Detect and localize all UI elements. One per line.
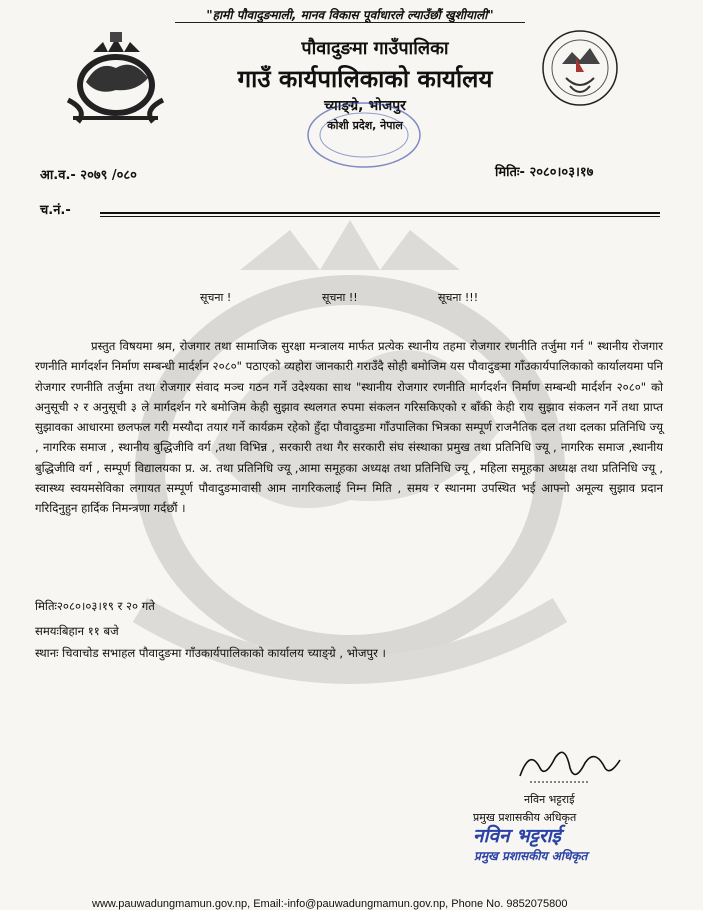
- office-stamp-icon: [305, 100, 423, 170]
- event-date: मितिः२०८०।०३।१९ र २० गते: [35, 599, 155, 613]
- signatory-name: नविन भट्टराई: [524, 793, 575, 806]
- fiscal-year: आ.व.- २०७९ /०८०: [40, 168, 137, 183]
- event-place: स्थानः चिवाचोड सभाहल पौवादुङमा गाँउकार्यपालिकाको कार्यालय च्याङ्ग्रे , भोजपुर ।: [35, 646, 386, 660]
- signature-icon: [510, 738, 630, 788]
- letter-date: मितिः- २०८०।०३।१७: [495, 165, 594, 180]
- slogan-underline: [175, 22, 525, 23]
- notice-paragraph: प्रस्तुत विषयमा श्रम, रोजगार तथा सामाजिक सुरक्षा मन्त्रालय मार्फत प्रत्येक स्थानीय तहमा रोजगार रणनीति तर्जुमा गर्न " स्थानीय रोजगार रणनीति मार्गदर्शन निर्माण सम्बन्धी मार्दर्शन २०८०" पठाएको व्यहोरा जानकारी गराउँदै सोही बमोजिम यस पौवादुङमा गाँउकार्यपालिकाको कार्यालयमा पनि रोजगार रणनीति तर्जुमा तथा रोजगार संवाद मञ्च गठन गर्ने उदेश्यका साथ "स्थानीय रोजगार रणनीति मार्गदर्शन निर्माण सम्बन्धी मार्दर्शन २०८०" को अनुसूची २ र अनुसूची ३ ले मार्गदर्शन गरे बमोजिम केही सुझाव स्थलगत रुपमा संकलन गरिसकिएको र बाँकी केही राय सुझाव संकलन गर्ने तथा प्राप्त सुझावका आधारमा छलफल गरी मस्यौदा तयार गर्ने कार्यक्रम रहेको हुँदा पौवादुङमा गाँउपालिका भित्रका सम्पूर्ण राजनैतिक दल तथा दलका प्रतिनिधि ज्यू , नागरिक समाज , स्थानीय बुद्धिजीवि वर्ग ,तथा विभिन्न , सरकारी तथा गैर सरकारी संघ संस्थाका प्रमुख तथा प्रतिनिधि ज्यू , नागरिक समाज ,स्थानीय बुद्धिजीवि वर्ग , सम्पूर्ण विद्यालयका प्र. अ. तथा प्रतिनिधि ज्यू ,आमा समूहका अध्यक्ष तथा प्रतिनिधि ज्यू , महिला समूहका अध्यक्ष तथा प्रतिनिधि ज्यू , स्वास्थ्य स्वयमसेविका लगायत सम्पूर्ण पौवादुङमावासी आम नागरिकलाई निम्न मिति , समय र स्थानमा उपस्थित भई आफ्नो अमूल्य सुझाव प्रदान गरिदिनुहुन हार्दिक निमन्त्रणा गर्दछौं ।: [35, 339, 663, 516]
- event-time: समयःबिहान ११ बजे: [35, 624, 119, 638]
- name-stamp: नविन भट्टराई: [473, 825, 561, 847]
- notice-label-2: सूचना !!: [322, 291, 358, 304]
- slogan: "हामी पौवादुङमाली, मानव विकास पूर्वाधारले ल्याउँछौं खुशीयाली": [206, 8, 494, 22]
- government-emblem-icon: [58, 30, 173, 130]
- role-stamp: प्रमुख प्रशासकीय अधिकृत: [474, 849, 588, 863]
- footer-contact: www.pauwadungmamun.gov.np, Email:-info@pauwadungmamun.gov.np, Phone No. 9852075800: [92, 898, 568, 910]
- notice-body: [35, 336, 663, 519]
- notice-label-3: सूचना !!!: [438, 291, 479, 304]
- reference-number: च.नं.-: [40, 203, 71, 218]
- office-province: कोशी प्रदेश, नेपाल: [327, 119, 403, 132]
- signatory-role: प्रमुख प्रशासकीय अधिकृत: [473, 811, 577, 824]
- office-name: गाउँ कार्यपालिकाको कार्यालय: [237, 65, 493, 93]
- municipality-name: पौवादुङमा गाउँपालिका: [301, 38, 449, 59]
- notice-label-1: सूचना !: [200, 291, 232, 304]
- office-location: च्याङ्ग्रे, भोजपुर: [324, 98, 406, 114]
- municipality-logo-icon: [540, 28, 620, 108]
